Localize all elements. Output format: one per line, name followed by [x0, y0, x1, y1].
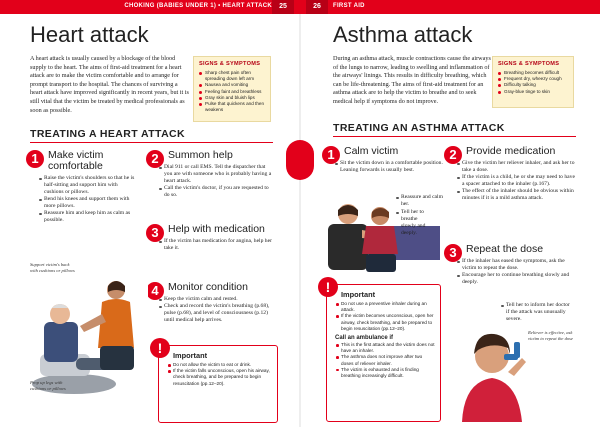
- heart-important-box: [157, 340, 278, 423]
- important-icon: !: [318, 277, 338, 297]
- heart-caption-top: Support victim's back with cushions or pillows: [30, 262, 75, 273]
- step-number: 1: [26, 150, 44, 168]
- heart-sign-item: Feeling faint and breathless: [199, 89, 265, 95]
- asthma-signs-box: [492, 56, 574, 108]
- asthma-section-heading: TREATING AN ASTHMA ATTACK: [333, 122, 576, 137]
- important-title: Important: [173, 351, 208, 360]
- heart-page-title: Heart attack: [30, 22, 149, 47]
- asthma-inhaler-photo: [452, 312, 532, 422]
- step-number: 2: [146, 150, 164, 168]
- important-item: Do not allow the victim to eat or drink.: [167, 362, 272, 368]
- step-bullet: Reassure and calm her.: [395, 194, 447, 208]
- step-title: Make victim comfortable: [48, 149, 104, 172]
- important-item: If the victim falls unconscious, open his airway, check breathing, and be prepared to begin resuscitation (pp.12–20).: [167, 368, 272, 387]
- heart-step-2: [146, 150, 274, 199]
- asthma-sign-item: Difficulty talking: [498, 82, 568, 88]
- asthma-sign-item: Gray-blue tinge to skin: [498, 89, 568, 95]
- important-item: The victim is exhausted and is finding breathing increasingly difficult.: [335, 367, 435, 379]
- step-number: 2: [444, 146, 462, 164]
- important-title: Important: [341, 290, 376, 299]
- step-bullet: If the victim has medication for angina, help her take it.: [158, 238, 274, 252]
- page-header-bar: [0, 0, 600, 14]
- step-title: Repeat the dose: [466, 243, 544, 255]
- step-bullet: Raise the victim's shoulders so that he is half-sitting and support him with cushions or pillows.: [38, 175, 138, 196]
- heart-step-3: [146, 224, 274, 252]
- asthma-signs-title: SIGNS & SYMPTOMS: [498, 61, 560, 67]
- heart-signs-title: SIGNS & SYMPTOMS: [199, 61, 261, 67]
- asthma-important-box: [325, 279, 441, 422]
- step-bullet: Sit the victim down in a comfortable position. Leaning forwards is usually best.: [334, 160, 446, 174]
- right-page-number: 26: [306, 0, 328, 14]
- step-bullet: If the victim is a child, he or she may need to have a spacer attached to the inhaler (p.167).: [456, 174, 576, 188]
- step-bullet: Give the victim her reliever inhaler, and ask her to take a dose.: [456, 160, 576, 174]
- heart-sign-item: Pulse that quickens and then weakens: [199, 101, 265, 113]
- step-title: Provide medication: [466, 145, 556, 157]
- step-title: Help with medication: [168, 223, 265, 235]
- asthma-sign-item: Breathing becomes difficult: [498, 70, 568, 76]
- left-thumb-tab: [286, 140, 300, 180]
- asthma-step-3: [444, 244, 576, 286]
- step-bullet: Keep the victim calm and rested.: [158, 296, 274, 303]
- step-number: 3: [444, 244, 462, 262]
- step-title: Summon help: [168, 149, 233, 161]
- step-title: Monitor condition: [168, 281, 248, 293]
- important-item: This is the first attack and the victim does not have an inhaler.: [335, 342, 435, 354]
- step-bullet: Tell her to inform her doctor if the attack was unusually severe.: [500, 302, 574, 323]
- heart-signs-box: [193, 56, 271, 122]
- asthma-intro: During an asthma attack, muscle contractions cause the airways of the lungs to narrow, leading to swelling and inflammation of the airways' linings. This results in difficulty breathing, which can be life-threatening. The aims of first-aid treatment for an asthma attack are to help the victim to breathe and to seek medical help if symptoms do not improve.: [333, 55, 491, 105]
- left-running-title: CHOKING (BABIES UNDER 1) • HEART ATTACK: [124, 3, 272, 9]
- heart-sign-item: Sharp chest pain often spreading down left arm: [199, 70, 265, 82]
- step-bullet: The effect of the inhaler should be obvious within minutes if it is a mild asthma attack.: [456, 188, 576, 202]
- step-bullet: Encourage her to continue breathing slowly and deeply.: [456, 272, 576, 286]
- left-page-number: 25: [272, 0, 294, 14]
- asthma-step-1: [322, 146, 462, 174]
- step-bullet: Check and record the victim's breathing (p.68), pulse (p.68), and level of consciousness (p.12) until medical help arrives.: [158, 303, 274, 324]
- step-bullet: Call the victim's doctor, if you are requested to do so.: [158, 185, 274, 199]
- asthma-sign-item: Frequent dry, wheezy cough: [498, 76, 568, 82]
- heart-step-4: [146, 282, 274, 324]
- important-icon: !: [150, 338, 170, 358]
- step-number: 1: [322, 146, 340, 164]
- asthma-caption: Reliever is effective, ask victim to repeat the dose: [528, 330, 573, 341]
- important-subtitle: Call an ambulance if: [335, 335, 394, 342]
- step-bullet: Tell her to breathe slowly and deeply.: [395, 209, 433, 237]
- step-title: Calm victim: [344, 145, 399, 157]
- heart-step-1: [26, 150, 138, 224]
- heart-sign-item: Gray skin and bluish lips: [199, 95, 265, 101]
- important-item: The asthma does not improve after two doses of reliever inhaler.: [335, 354, 435, 366]
- step-bullet: Bend his knees and support them with more pillows.: [38, 196, 138, 210]
- step-number: 4: [146, 282, 164, 300]
- asthma-step-2: [444, 146, 576, 202]
- step-bullet: If the inhaler has eased the symptoms, ask the victim to repeat the dose.: [456, 258, 576, 272]
- step-number: 3: [146, 224, 164, 242]
- step-bullet: Dial 911 or call EMS. Tell the dispatcher that you are with someone who is probably having a heart attack.: [158, 164, 274, 185]
- heart-section-heading: TREATING A HEART ATTACK: [30, 128, 273, 143]
- heart-sign-item: Nausea and vomiting: [199, 82, 265, 88]
- important-item: Do not use a preventive inhaler during an attack.: [335, 301, 435, 313]
- right-running-title: FIRST AID: [333, 3, 365, 9]
- heart-caption-bottom: Prop up legs with cushions or pillows: [30, 380, 66, 391]
- heart-intro: A heart attack is usually caused by a blockage of the blood supply to the heart. The aims of first-aid treatment for a heart attack are to make the victim comfortable and to arrange for prompt transport to the hospital. The chances of surviving a heart attack have improved significantly in recent years, but it is still vital that the victim be treated by medical professionals as soon as possible.: [30, 55, 189, 114]
- step-bullet: Reassure him and keep him as calm as possible.: [38, 210, 138, 224]
- asthma-page-title: Asthma attack: [333, 22, 473, 47]
- important-item: If the victim becomes unconscious, open her airway, check breathing, and be prepared to begin resuscitation (pp.12–20).: [335, 313, 435, 332]
- book-gutter: [299, 14, 301, 427]
- right-thumb-tab: [300, 140, 314, 180]
